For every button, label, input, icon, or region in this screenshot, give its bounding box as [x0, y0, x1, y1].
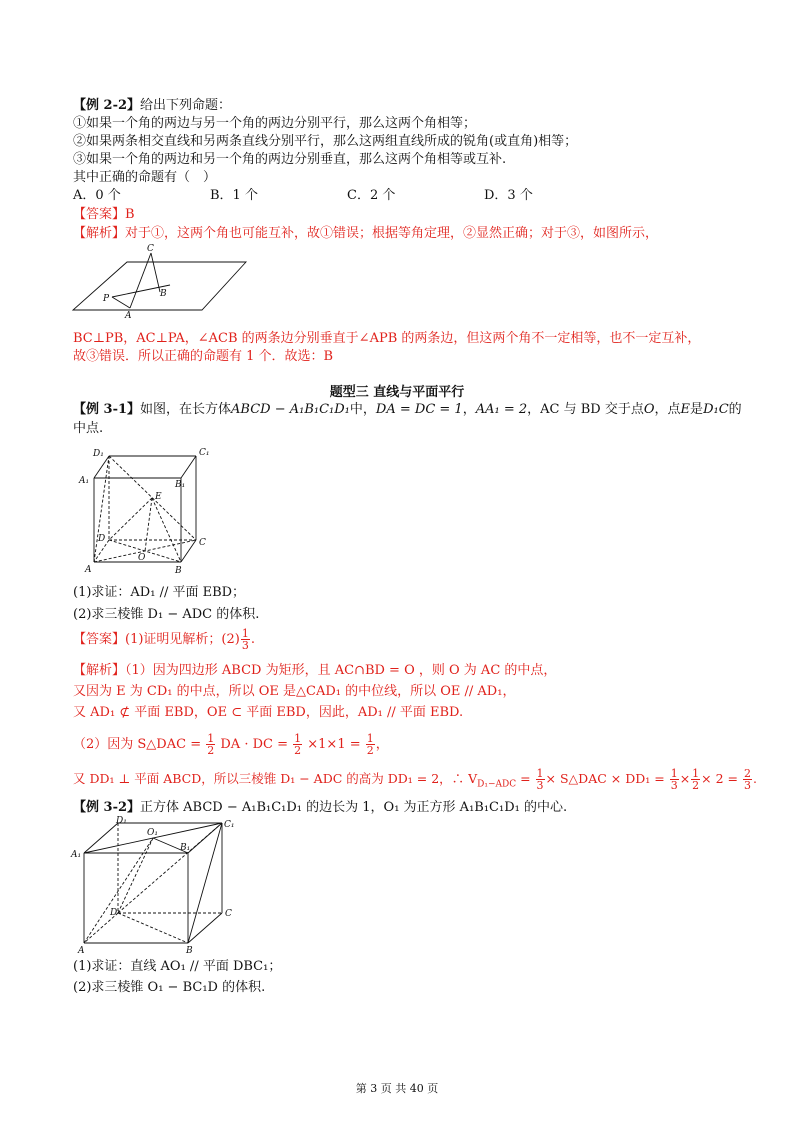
frac-third-2	[670, 768, 679, 791]
ex31-cond-1: DA = DC = 1	[375, 402, 463, 417]
segment-eb	[152, 498, 181, 562]
ex31-point-o: O	[643, 402, 655, 417]
frac-den: 3	[744, 779, 751, 792]
ex32-question-1: (1)求证：直线 AO₁ // 平面 DBC₁；	[73, 959, 282, 974]
ex22-answer: 【答案】B	[73, 207, 135, 222]
label-c1: C₁	[224, 820, 235, 830]
ex31-question-1: (1)求证：AD₁ // 平面 EBD；	[73, 585, 246, 600]
ex32-question-2: (2)求三棱锥 O₁ − BC₁D 的体积.	[73, 980, 266, 995]
label-b: B	[160, 289, 167, 299]
label-b1: B₁	[180, 843, 191, 853]
frac-den: 3	[536, 779, 544, 792]
ex22-proposition-2: ②如果两条相交直线和另两条直线分别平行，那么这两组直线所成的锐角(或直角)相等；	[73, 134, 578, 149]
ex31-analysis-4: （2）因为 S△DAC = $\frac{1}{2}$ DA · DC = $\frac{1}{2}$ ×1×1 = $\frac{1}{2}$ ，	[73, 732, 389, 757]
frac-num: 1	[207, 732, 215, 745]
ex22-option-c: C．2 个	[347, 188, 396, 203]
a5-end: × 2 =	[701, 771, 742, 786]
ex22-conclusion-1: BC⊥PB，AC⊥PA，∠ACB 的两条边分别垂直于∠APB 的两条边，但这两个角不一定相等，也不一定互补，	[73, 331, 701, 346]
label-a1: A₁	[71, 850, 82, 860]
segment-cb	[151, 253, 160, 292]
ex22-options	[73, 187, 533, 205]
segment-dc1	[118, 823, 222, 913]
section-title: 题型三 直线与平面平行	[329, 385, 465, 400]
plane-shape	[73, 262, 246, 310]
ex22-option-b: B．1 个	[210, 188, 258, 203]
frac-den: 2	[294, 744, 302, 757]
page-footer: 第 3 页 共 40 页	[355, 1082, 439, 1095]
ex31-figure	[78, 442, 223, 577]
ex31-analysis-3: 又 AD₁ ⊄ 平面 EBD，OE ⊂ 平面 EBD，因此，AD₁ // 平面 EBD.	[73, 705, 464, 720]
ex32-figure	[70, 815, 240, 955]
ex31-question-2: (2)求三棱锥 D₁ − ADC 的体积.	[73, 607, 260, 622]
ex31-answer-fraction	[241, 628, 250, 651]
label-c: C	[225, 909, 232, 919]
ex31-answer: 【答案】(1)证明见解析；(2) $\frac{1}{3}$ .	[73, 627, 255, 652]
a4-mid2: ×1×1 =	[307, 737, 361, 752]
frac-den: 3	[670, 779, 678, 792]
ex31-text-d: ，点	[654, 402, 681, 417]
ex22-option-d: D．3 个	[484, 188, 533, 203]
label-a: A	[78, 946, 85, 955]
ex31-point-e: E	[680, 402, 691, 417]
segment-pa	[112, 297, 130, 308]
ex22-question: 其中正确的命题有（ ）	[73, 170, 217, 185]
label-d: D	[98, 534, 106, 544]
ex22-tag: 【例 2-2】	[73, 98, 141, 113]
segment-ao1	[84, 838, 153, 943]
label-c: C	[147, 244, 154, 254]
label-e: E	[155, 492, 162, 502]
a5-mid2: × S△DAC × DD₁ =	[545, 771, 669, 786]
ex22-intro: 给出下列命题：	[140, 98, 232, 113]
ex31-text-c: ，AC 与 BD 交于点	[527, 402, 644, 417]
frac-third-1	[536, 768, 545, 791]
a5-pre: 又 DD₁ ⊥ 平面 ABCD，所以三棱锥 D₁ − ADC 的高为 DD₁ = 2，∴ V	[73, 771, 478, 786]
frac-result	[743, 768, 752, 791]
segment-do1	[118, 838, 153, 913]
ex31-cond-2: AA₁ = 2	[475, 402, 528, 417]
ex22-option-a: A．0 个	[73, 188, 121, 203]
a4-pre: （2）因为 S△DAC =	[73, 737, 202, 752]
frac-den: 3	[241, 639, 249, 652]
label-b: B	[186, 946, 193, 955]
frac-half-4	[691, 768, 700, 791]
ex31-text-e: 是	[690, 402, 704, 417]
label-a: A	[125, 311, 132, 320]
segment-ad1	[94, 456, 109, 562]
ex22-proposition-3: ③如果一个角的两边和另一个角的两边分别垂直，那么这两个角相等或互补.	[73, 152, 507, 167]
label-c1: C₁	[199, 448, 210, 458]
label-o: O	[138, 553, 146, 563]
ex22-figure	[70, 240, 250, 320]
a4-mid: DA · DC =	[220, 737, 288, 752]
edge-bc	[188, 913, 222, 943]
ex22-title-line	[73, 97, 231, 115]
ex31-tag: 【例 3-1】	[73, 402, 141, 417]
frac-den: 2	[692, 779, 700, 792]
label-d1: D₁	[116, 816, 127, 826]
ex31-statement: 【例 3-1】如图，在长方体ABCD − A₁B₁C₁D₁中，DA = DC = 1，AA₁ = 2，AC 与 BD 交于点O，点E是D₁C的	[73, 402, 742, 417]
segment-ed	[109, 498, 152, 540]
ex32-tag: 【例 3-2】	[73, 800, 141, 815]
ex22-proposition-1: ①如果一个角的两边与另一个角的两边分别平行，那么这两个角相等；	[73, 116, 477, 131]
frac-half-2	[293, 733, 302, 756]
ex32-text: 正方体 ABCD − A₁B₁C₁D₁ 的边长为 1，O₁ 为正方形 A₁B₁C₁D₁ 的中心.	[140, 800, 568, 815]
ex31-analysis-2: 又因为 E 为 CD₁ 的中点，所以 OE 是△CAD₁ 的中位线，所以 OE // AD₁，	[73, 684, 516, 699]
label-a1: A₁	[79, 476, 90, 486]
frac-den: 2	[366, 744, 374, 757]
frac-num: 1	[294, 732, 302, 745]
frac-num: 2	[744, 767, 751, 780]
segment-oe	[145, 498, 152, 551]
a5-mid: =	[516, 771, 535, 786]
frac-num: 1	[670, 767, 678, 780]
frac-num: 1	[241, 627, 249, 640]
frac-num: 1	[366, 732, 374, 745]
label-c: C	[199, 538, 206, 548]
label-d: D	[110, 908, 118, 918]
edge-d1a1	[84, 823, 118, 853]
ex31-text-f: 的	[728, 402, 742, 417]
edge-d1a1	[94, 456, 109, 478]
edge-bc	[181, 540, 196, 562]
label-b1: B₁	[175, 480, 186, 490]
segment-db	[118, 913, 188, 943]
label-p: P	[103, 294, 110, 304]
ex31-answer-text: 【答案】(1)证明见解析；(2)	[73, 632, 240, 647]
ex31-segment: D₁C	[703, 402, 729, 417]
label-b: B	[175, 566, 182, 576]
frac-num: 1	[536, 767, 544, 780]
ex22-analysis: 【解析】对于①，这两个角也可能互补，故①错误；根据等角定理，②显然正确；对于③，如图所示，	[73, 226, 659, 241]
edge-c1b1	[181, 456, 196, 478]
frac-half-3	[366, 733, 375, 756]
ex22-conclusion-2: 故③错误．所以正确的命题有 1 个．故选：B	[73, 349, 334, 364]
ex31-analysis-5: 又 DD₁ ⊥ 平面 ABCD，所以三棱锥 D₁ − ADC 的高为 DD₁ = 2，∴ $V_{D_1-ADC}$ = $\frac{1}{3}$ × S△DAC × DD₁ = $\frac{1}{3}$ × $\frac{1}{2}$ × 2 = $\frac{2}{3}$ .	[73, 767, 757, 792]
ex31-text-a: 如图，在长方体	[140, 402, 232, 417]
ex31-statement-line2: 中点.	[73, 421, 104, 436]
frac-half-1	[206, 733, 215, 756]
segment-ca	[130, 253, 151, 308]
a5-sub: D₁−ADC	[477, 779, 517, 790]
frac-num: 1	[692, 767, 700, 780]
label-o1: O₁	[147, 828, 158, 838]
segment-bc1	[188, 823, 222, 943]
ex31-text-b: 中，	[349, 402, 376, 417]
ex31-solid: ABCD − A₁B₁C₁D₁	[231, 402, 350, 417]
label-a: A	[85, 565, 92, 575]
ex31-analysis-1: 【解析】（1）因为四边形 ABCD 为矩形，且 AC∩BD = O ，则 O 为 AC 的中点，	[73, 663, 557, 678]
frac-den: 2	[207, 744, 215, 757]
label-d1: D₁	[93, 449, 104, 459]
